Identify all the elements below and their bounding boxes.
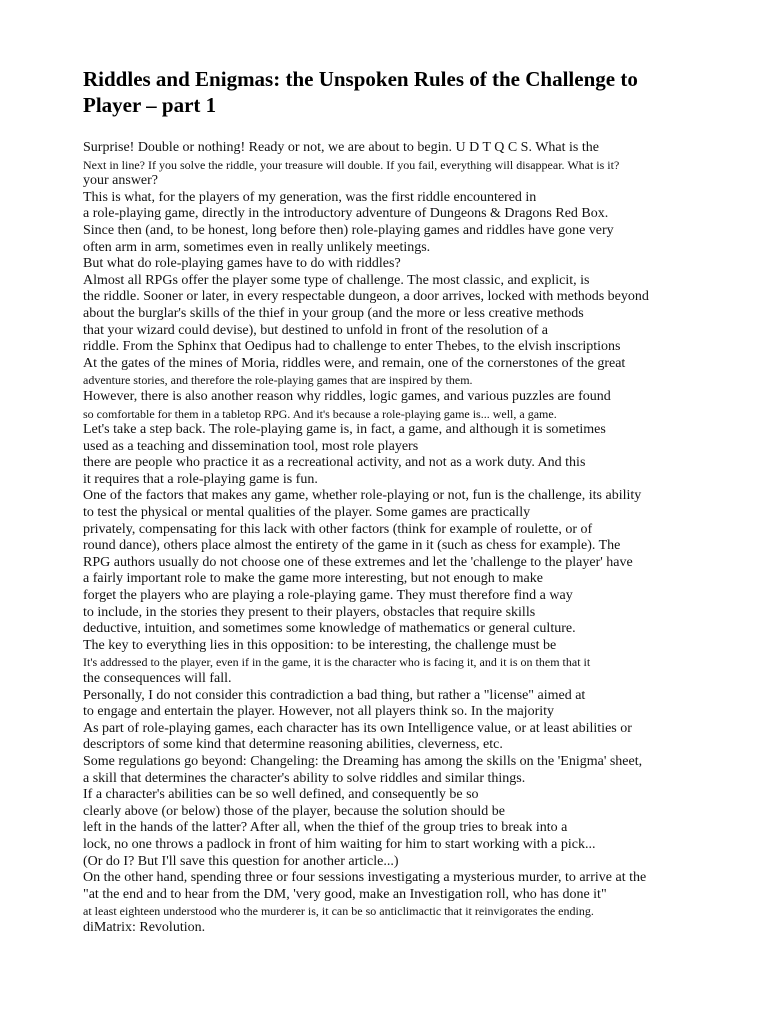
text-line: But what do role-playing games have to do with riddles? <box>83 256 401 272</box>
text-line: a role-playing game, directly in the introductory adventure of Dungeons & Dragons Red Box. <box>83 206 609 222</box>
text-line: The key to everything lies in this opposition: to be interesting, the challenge must be <box>83 637 557 653</box>
text-line: a skill that determines the character's ability to solve riddles and similar things. <box>83 770 526 786</box>
text-line: deductive, intuition, and sometimes some knowledge of mathematics or general culture. <box>83 621 576 637</box>
text-line: Personally, I do not consider this contradiction a bad thing, but rather a "license" aimed at <box>83 687 586 703</box>
text-line: Almost all RPGs offer the player some type of challenge. The most classic, and explicit, is <box>83 272 590 288</box>
text-line: often arm in arm, sometimes even in really unlikely meetings. <box>83 239 431 255</box>
text-line: to engage and entertain the player. However, not all players think so. In the majority <box>83 704 555 720</box>
text-line: forget the players who are playing a role-playing game. They must therefore find a way <box>83 588 573 604</box>
text-line: used as a teaching and dissemination tool, most role players <box>83 438 419 454</box>
text-line: your answer? <box>83 173 159 189</box>
text-line: the consequences will fall. <box>83 671 232 686</box>
text-line: As part of role-playing games, each character has its own Intelligence value, or at least abilities or <box>83 720 632 736</box>
title-line-2: Player – part 1 <box>83 93 217 117</box>
text-line: At the gates of the mines of Moria, riddles were, and remain, one of the cornerstones of the great <box>83 355 626 371</box>
text-line: "at the end and to hear from the DM, 'very good, make an Investigation roll, who has done it" <box>83 886 607 902</box>
text-line: Since then (and, to be honest, long before then) role-playing games and riddles have gone very <box>83 222 614 238</box>
text-line: descriptors of some kind that determine reasoning abilities, cleverness, etc. <box>83 737 503 753</box>
text-line: the riddle. Sooner or later, in every respectable dungeon, a door arrives, locked with methods beyond <box>83 289 649 305</box>
text-line: clearly above (or below) those of the player, because the solution should be <box>83 803 506 819</box>
text-line: Some regulations go beyond: Changeling: the Dreaming has among the skills on the 'Enigma' sheet, <box>83 753 643 769</box>
page-title <box>83 66 733 118</box>
text-line: that your wizard could devise), but destined to unfold in front of the resolution of a <box>83 322 549 338</box>
text-line: left in the hands of the latter? After all, when the thief of the group tries to break into a <box>83 820 568 836</box>
article-body <box>83 140 763 937</box>
text-line: However, there is also another reason why riddles, logic games, and various puzzles are found <box>83 388 611 404</box>
text-line: This is what, for the players of my generation, was the first riddle encountered in <box>83 189 537 205</box>
text-line: If a character's abilities can be so well defined, and consequently be so <box>83 787 479 803</box>
text-line: round dance), others place almost the entirety of the game in it (such as chess for example). The <box>83 538 621 554</box>
text-line: riddle. From the Sphinx that Oedipus had to challenge to enter Thebes, to the elvish inscriptions <box>83 339 621 355</box>
text-line: On the other hand, spending three or four sessions investigating a mysterious murder, to arrive at the <box>83 870 647 886</box>
text-line: there are people who practice it as a recreational activity, and not as a work duty. And this <box>83 455 586 471</box>
text-line: lock, no one throws a padlock in front of him waiting for him to start working with a pick... <box>83 836 596 852</box>
text-line: a fairly important role to make the game more interesting, but not enough to make <box>83 571 543 587</box>
text-line: Next in line? If you solve the riddle, your treasure will double. If you fail, everything will disappear. What is it? <box>83 157 620 172</box>
text-line: privately, compensating for this lack with other factors (think for example of roulette, or of <box>83 521 593 537</box>
text-line: at least eighteen understood who the murderer is, it can be so anticlimactic that it reinvigorates the ending. <box>83 904 594 919</box>
text-line: (Or do I? But I'll save this question for another article...) <box>83 853 399 869</box>
text-line: One of the factors that makes any game, whether role-playing or not, fun is the challenge, its ability <box>83 488 642 504</box>
text-line: diMatrix: Revolution. <box>83 919 206 935</box>
text-line: Let's take a step back. The role-playing game is, in fact, a game, and although it is sometimes <box>83 422 606 438</box>
text-line: so comfortable for them in a tabletop RPG. And it's because a role-playing game is... well, a game. <box>83 406 557 421</box>
text-line: it requires that a role-playing game is fun. <box>83 471 318 487</box>
text-line: to include, in the stories they present to their players, obstacles that require skills <box>83 604 536 620</box>
text-line: about the burglar's skills of the thief in your group (and the more or less creative methods <box>83 305 584 321</box>
text-line: to test the physical or mental qualities of the player. Some games are practically <box>83 505 531 521</box>
text-line: Surprise! Double or nothing! Ready or not, we are about to begin. U D T Q C S. What is the <box>83 140 599 155</box>
text-line: RPG authors usually do not choose one of these extremes and let the 'challenge to the player' have <box>83 554 633 570</box>
text-line: It's addressed to the player, even if in the game, it is the character who is facing it, and it is on them that it <box>83 655 591 670</box>
title-line-1: Riddles and Enigmas: the Unspoken Rules of the Challenge to <box>83 67 638 91</box>
text-line: adventure stories, and therefore the role-playing games that are inspired by them. <box>83 373 473 388</box>
